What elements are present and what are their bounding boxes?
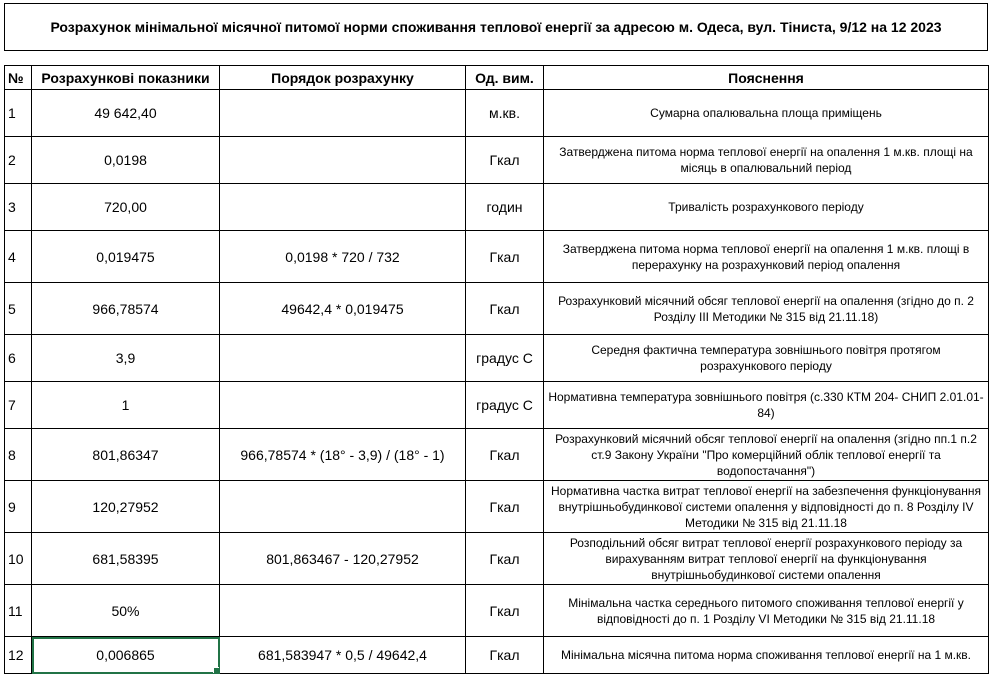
table-row [5, 283, 989, 335]
unit-cell[interactable]: Гкал [466, 637, 544, 674]
row-number-cell[interactable]: 6 [5, 335, 32, 382]
explanation-cell[interactable]: Сумарна опалювальна площа приміщень [544, 90, 989, 137]
formula-cell[interactable]: 681,583947 * 0,5 / 49642,4 [220, 637, 466, 674]
table-row [5, 637, 989, 674]
formula-cell[interactable]: 0,0198 * 720 / 732 [220, 231, 466, 283]
unit-cell[interactable]: Гкал [466, 429, 544, 481]
header-calculation-order[interactable]: Порядок розрахунку [220, 66, 466, 90]
explanation-cell[interactable]: Затверджена питома норма теплової енергії на опалення 1 м.кв. площі в перерахунку на розрахунковий період опалення [544, 231, 989, 283]
indicator-value-cell[interactable]: 801,86347 [32, 429, 220, 481]
formula-cell[interactable] [220, 585, 466, 637]
calculation-table [4, 65, 989, 674]
header-explanation[interactable]: Пояснення [544, 66, 989, 90]
explanation-cell[interactable]: Затверджена питома норма теплової енергії на опалення 1 м.кв. площі на місяць в опалювальний період [544, 137, 989, 184]
header-number[interactable]: № [5, 66, 32, 90]
table-row [5, 429, 989, 481]
formula-cell[interactable] [220, 184, 466, 231]
indicator-value-cell[interactable]: 720,00 [32, 184, 220, 231]
table-row [5, 533, 989, 585]
explanation-cell[interactable]: Розрахунковий місячний обсяг теплової енергії на опалення (згідно пп.1 п.2 ст.9 Закону України "Про комерційний облік теплової енергії та водопостачання") [544, 429, 989, 481]
indicator-value-cell[interactable]: 49 642,40 [32, 90, 220, 137]
unit-cell[interactable]: градус С [466, 335, 544, 382]
table-row [5, 90, 989, 137]
unit-cell[interactable]: Гкал [466, 585, 544, 637]
explanation-cell[interactable]: Нормативна температура зовнішнього повітря (с.330 КТМ 204- СНИП 2.01.01-84) [544, 382, 989, 429]
row-number-cell[interactable]: 2 [5, 137, 32, 184]
formula-cell[interactable] [220, 137, 466, 184]
explanation-cell[interactable]: Мінімальна місячна питома норма споживання теплової енергії на 1 м.кв. [544, 637, 989, 674]
formula-cell[interactable] [220, 335, 466, 382]
table-row [5, 585, 989, 637]
unit-cell[interactable]: м.кв. [466, 90, 544, 137]
row-number-cell[interactable]: 9 [5, 481, 32, 533]
indicator-value-cell[interactable]: 0,006865 [32, 637, 220, 674]
indicator-value-cell[interactable]: 3,9 [32, 335, 220, 382]
row-number-cell[interactable]: 3 [5, 184, 32, 231]
row-number-cell[interactable]: 7 [5, 382, 32, 429]
indicator-value-cell[interactable]: 120,27952 [32, 481, 220, 533]
formula-cell[interactable] [220, 90, 466, 137]
header-unit[interactable]: Од. вим. [466, 66, 544, 90]
row-number-cell[interactable]: 8 [5, 429, 32, 481]
table-row [5, 335, 989, 382]
indicator-value-cell[interactable]: 1 [32, 382, 220, 429]
unit-cell[interactable]: градус С [466, 382, 544, 429]
formula-cell[interactable]: 801,863467 - 120,27952 [220, 533, 466, 585]
table-row [5, 137, 989, 184]
indicator-value-cell[interactable]: 681,58395 [32, 533, 220, 585]
indicator-value-cell[interactable]: 0,019475 [32, 231, 220, 283]
unit-cell[interactable]: годин [466, 184, 544, 231]
explanation-cell[interactable]: Розподільний обсяг витрат теплової енергії розрахункового періоду за вирахуванням витрат теплової енергії на функціонування внутрішньобудинкової системи опалення [544, 533, 989, 585]
row-number-cell[interactable]: 11 [5, 585, 32, 637]
sheet-title-text: Розрахунок мінімальної місячної питомої норми споживання теплової енергії за адресою м. Одеса, вул. Тіниста, 9/12 на 12 2023 [50, 19, 942, 35]
indicator-value-cell[interactable]: 966,78574 [32, 283, 220, 335]
formula-cell[interactable]: 966,78574 * (18° - 3,9) / (18° - 1) [220, 429, 466, 481]
fill-handle[interactable] [213, 667, 220, 674]
row-number-cell[interactable]: 10 [5, 533, 32, 585]
unit-cell[interactable]: Гкал [466, 137, 544, 184]
row-number-cell[interactable]: 1 [5, 90, 32, 137]
row-number-cell[interactable]: 12 [5, 637, 32, 674]
explanation-cell[interactable]: Розрахунковий місячний обсяг теплової енергії на опалення (згідно до п. 2 Розділу ІІІ Методики № 315 від 21.11.18) [544, 283, 989, 335]
header-indicators[interactable]: Розрахункові показники [32, 66, 220, 90]
header-row [5, 66, 989, 90]
indicator-value-cell[interactable]: 50% [32, 585, 220, 637]
explanation-cell[interactable]: Тривалість розрахункового періоду [544, 184, 989, 231]
unit-cell[interactable]: Гкал [466, 481, 544, 533]
row-number-cell[interactable]: 4 [5, 231, 32, 283]
explanation-cell[interactable]: Нормативна частка витрат теплової енергії на забезпечення функціонування внутрішньобудинкової системи опалення у відповідності до п. 8 Розділу ІV Методики № 315 від 21.11.18 [544, 481, 989, 533]
unit-cell[interactable]: Гкал [466, 231, 544, 283]
formula-cell[interactable]: 49642,4 * 0,019475 [220, 283, 466, 335]
unit-cell[interactable]: Гкал [466, 283, 544, 335]
table-row [5, 184, 989, 231]
table-row [5, 231, 989, 283]
formula-cell[interactable] [220, 382, 466, 429]
row-number-cell[interactable]: 5 [5, 283, 32, 335]
sheet-title[interactable] [4, 3, 988, 51]
indicator-value-cell[interactable]: 0,0198 [32, 137, 220, 184]
formula-cell[interactable] [220, 481, 466, 533]
unit-cell[interactable]: Гкал [466, 533, 544, 585]
table-row [5, 481, 989, 533]
explanation-cell[interactable]: Мінімальна частка середнього питомого споживання теплової енергії у відповідності до п. 1 Розділу VІ Методики № 315 від 21.11.18 [544, 585, 989, 637]
explanation-cell[interactable]: Середня фактична температура зовнішнього повітря протягом розрахункового періоду [544, 335, 989, 382]
table-row [5, 382, 989, 429]
